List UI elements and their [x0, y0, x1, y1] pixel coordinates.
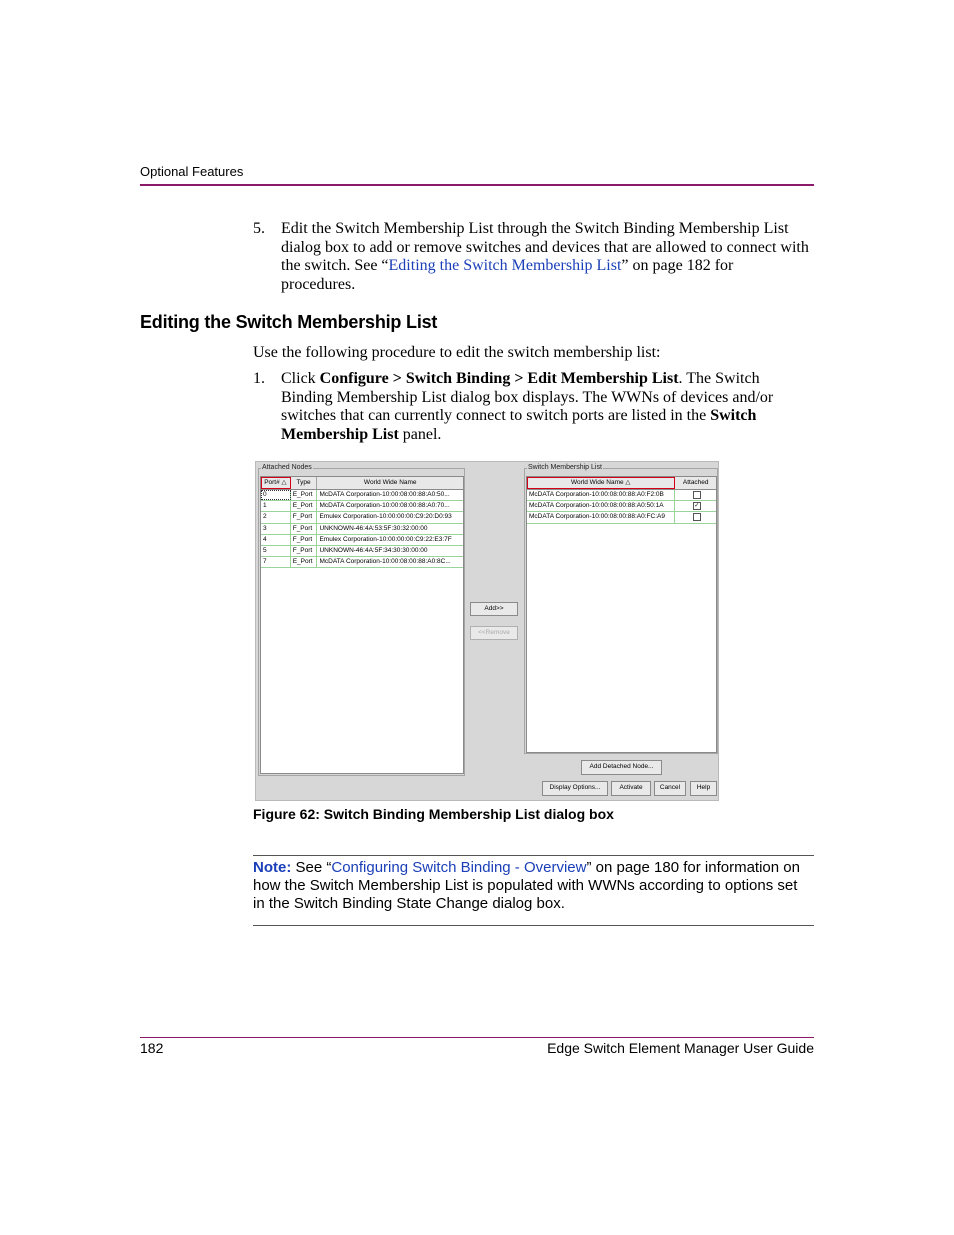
add-detached-node-button[interactable]: Add Detached Node... [581, 760, 662, 775]
attached-nodes-table[interactable] [260, 476, 464, 774]
type-cell: F_Port [291, 546, 318, 556]
port-cell: 7 [261, 557, 291, 567]
header-rule [140, 184, 814, 186]
membership-row[interactable] [527, 512, 716, 523]
activate-button[interactable]: Activate [611, 781, 651, 796]
step-1-text-a: Click [281, 370, 320, 387]
attached-node-row[interactable] [261, 501, 463, 512]
step-5-link[interactable]: Editing the Switch Membership List [388, 257, 622, 275]
membership-list-table[interactable] [526, 476, 717, 753]
step-1-number: 1. [253, 370, 265, 387]
figure-caption: Figure 62: Switch Binding Membership List dialog box [253, 806, 614, 822]
port-cell: 0 [261, 490, 291, 500]
type-cell: E_Port [291, 490, 318, 500]
cancel-button[interactable]: Cancel [654, 781, 686, 796]
attached-node-row[interactable] [261, 535, 463, 546]
display-options-button[interactable]: Display Options... [542, 781, 608, 796]
wwn-cell: McDATA Corporation-10:00:08:00:88:A0:8C... [319, 558, 451, 566]
attached-nodes-header [261, 477, 463, 490]
note-label: Note: [253, 859, 292, 876]
note-pre: See “ [291, 859, 332, 876]
attached-nodes-panel [258, 464, 465, 776]
attached-node-row[interactable] [261, 524, 463, 535]
wwn-cell: McDATA Corporation-10:00:08:00:88:A0:70... [319, 502, 450, 510]
membership-list-title: Switch Membership List [528, 464, 602, 471]
attached-node-row[interactable] [261, 512, 463, 523]
step-1-text-b: . The Switch Binding Membership List dialog box displays. The WWNs of devices and/or switches that can currently connect to switch ports are listed in the [281, 370, 774, 425]
wwn-cell: Emulex Corporation-10:00:00:00:C9:20:D0:93 [319, 513, 452, 521]
attached-checkbox[interactable] [693, 513, 701, 521]
step-1-text [281, 370, 811, 445]
port-cell: 1 [261, 501, 291, 511]
attached-cell [675, 490, 716, 500]
attached-node-row[interactable] [261, 557, 463, 568]
type-cell: E_Port [291, 557, 318, 567]
intro-text: Use the following procedure to edit the switch membership list: [253, 344, 661, 361]
membership-list-panel [524, 464, 718, 754]
membership-wwn-cell: McDATA Corporation-10:00:08:00:88:A0:FC:A9 [527, 512, 675, 522]
add-button[interactable]: Add>> [470, 602, 518, 616]
step-1-menu-path: Configure > Switch Binding > Edit Membership List [319, 370, 679, 387]
type-cell: F_Port [291, 524, 318, 534]
column-port[interactable]: Port# △ [261, 477, 291, 489]
note-rule-bottom [253, 925, 814, 926]
membership-list-rows [527, 490, 716, 524]
note-rule-top [253, 855, 814, 856]
membership-wwn-cell: McDATA Corporation-10:00:08:00:88:A0:50:1A [527, 501, 675, 511]
attached-nodes-rows [261, 490, 463, 568]
column-attached[interactable]: Attached [682, 479, 709, 486]
attached-cell [675, 501, 716, 511]
remove-button[interactable]: <<Remove [470, 626, 518, 640]
step-1-panel-name: Switch Membership List [281, 407, 757, 444]
attached-nodes-title: Attached Nodes [262, 464, 312, 471]
column-wwn[interactable]: World Wide Name [363, 479, 417, 486]
membership-row[interactable] [527, 490, 716, 501]
section-heading: Editing the Switch Membership List [140, 312, 438, 332]
membership-row[interactable] [527, 501, 716, 512]
running-header: Optional Features [140, 164, 244, 179]
page-number: 182 [140, 1040, 164, 1056]
port-cell: 2 [261, 512, 291, 522]
wwn-cell: UNKNOWN-46:4A:5F:34:30:30:00:00 [319, 546, 428, 554]
step-1-text-c: panel. [398, 426, 442, 444]
attached-checkbox[interactable] [693, 491, 701, 499]
column-type[interactable]: Type [291, 477, 318, 489]
membership-list-header [527, 477, 716, 490]
wwn-cell: McDATA Corporation-10:00:08:00:88:A0:50... [319, 491, 450, 498]
switch-binding-dialog [255, 461, 719, 801]
attached-node-row[interactable] [261, 546, 463, 557]
step-5-text [281, 220, 811, 295]
step-5-post: ” on page 182 for procedures. [281, 257, 734, 294]
type-cell: F_Port [291, 535, 318, 545]
column-membership-wwn[interactable]: World Wide Name △ [527, 477, 675, 489]
attached-node-row[interactable] [261, 490, 463, 501]
footer-rule [140, 1037, 814, 1038]
membership-wwn-cell: McDATA Corporation-10:00:08:00:88:A0:F2:0B [527, 490, 675, 500]
port-cell: 4 [261, 535, 291, 545]
wwn-cell: UNKNOWN-46:4A:53:5F:30:32:00:00 [319, 524, 428, 532]
attached-cell [675, 512, 716, 522]
help-button[interactable]: Help [690, 781, 717, 796]
note-block [253, 859, 813, 913]
port-cell: 3 [261, 524, 291, 534]
type-cell: E_Port [291, 501, 318, 511]
step-5-pre: Edit the Switch Membership List through the Switch Binding Membership List dialog box to add or remove switches and devices that are allowed to connect with the switch. See “ [281, 220, 809, 275]
guide-title: Edge Switch Element Manager User Guide [547, 1040, 814, 1056]
step-5-number: 5. [253, 220, 265, 237]
port-cell: 5 [261, 546, 291, 556]
note-post: ” on page 180 for information on how the Switch Membership List is populated with WWNs according to options set in the Switch Binding State Change dialog box. [253, 859, 800, 912]
attached-checkbox-checked[interactable]: ✓ [694, 503, 700, 510]
note-link[interactable]: Configuring Switch Binding - Overview [331, 859, 587, 876]
wwn-cell: Emulex Corporation-10:00:00:00:C9:22:E3:7F [319, 535, 452, 543]
type-cell: F_Port [291, 512, 318, 522]
